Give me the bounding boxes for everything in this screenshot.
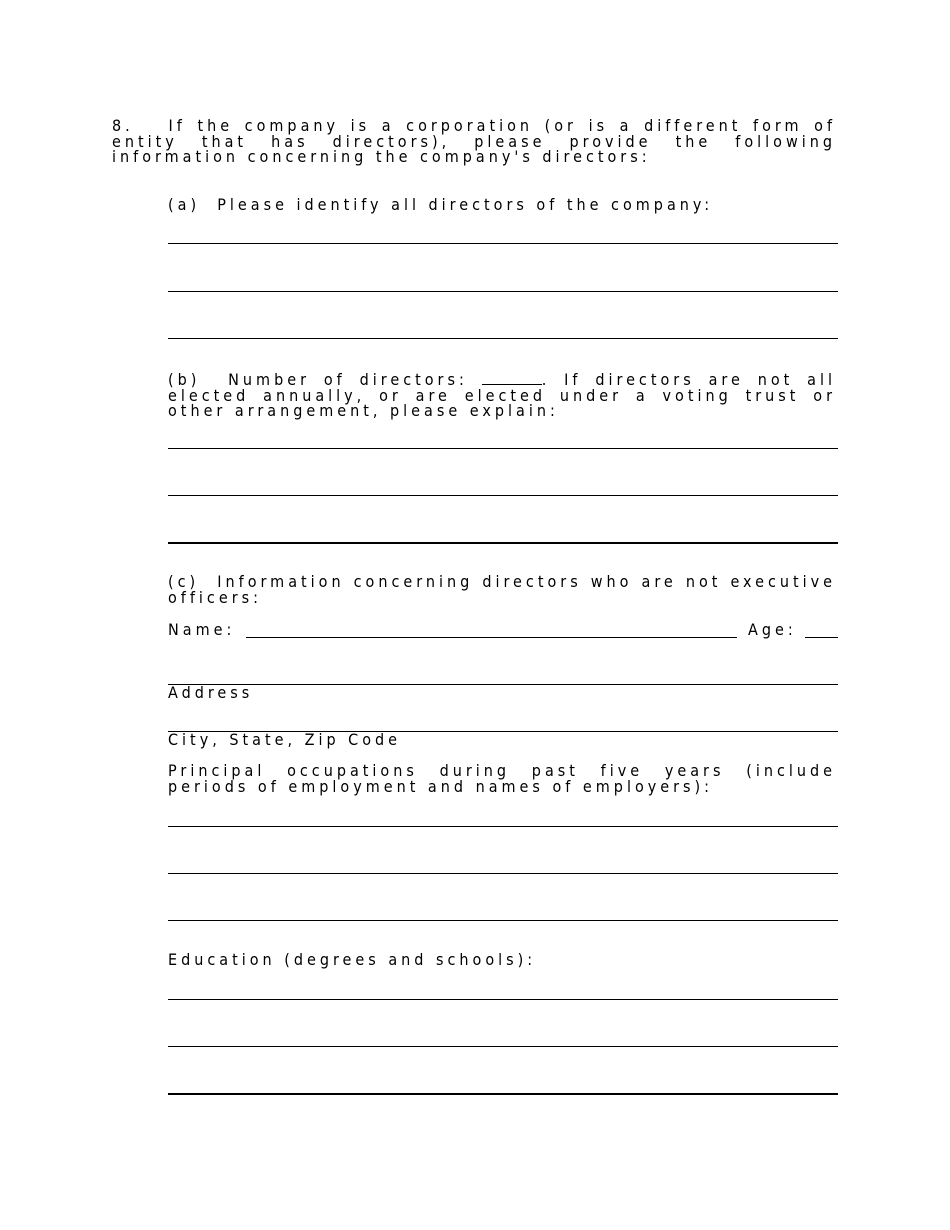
occupations-label: Principal occupations during past five years (include periods of employment and names of employers):: [168, 761, 836, 796]
directors-line-3[interactable]: [168, 338, 838, 339]
part-b-before: Number of directors:: [228, 370, 468, 389]
education-line-2[interactable]: [168, 1046, 838, 1047]
explain-line-3[interactable]: [168, 542, 838, 544]
part-a-heading: [168, 197, 713, 213]
address-field[interactable]: [168, 684, 838, 685]
education-line-3[interactable]: [168, 1093, 838, 1095]
address-label: Address: [168, 683, 254, 702]
part-b-text: [168, 370, 836, 419]
city-state-zip-label: City, State, Zip Code: [168, 730, 402, 749]
occupations-line-2[interactable]: [168, 873, 838, 874]
name-label: Name:: [168, 620, 236, 639]
part-a-text: Please identify all directors of the company:: [217, 195, 714, 214]
occupations-line-1[interactable]: [168, 826, 838, 827]
explain-line-1[interactable]: [168, 448, 838, 449]
occupations-line-3[interactable]: [168, 920, 838, 921]
part-b-label: (b): [168, 370, 201, 389]
name-field[interactable]: [246, 637, 737, 638]
part-a-label: (a): [168, 195, 201, 214]
part-c-text: [168, 574, 836, 605]
explain-line-2[interactable]: [168, 495, 838, 496]
number-of-directors-field[interactable]: [482, 370, 542, 385]
directors-line-1[interactable]: [168, 243, 838, 244]
age-label: Age:: [748, 620, 797, 639]
directors-line-2[interactable]: [168, 291, 838, 292]
question-8-text: [112, 118, 836, 165]
age-field[interactable]: [805, 637, 838, 638]
part-b-after: . If directors are not all elected annually, or are elected under a voting trust or other arrangement, please explain:: [168, 370, 836, 420]
education-label: Education (degrees and schools):: [168, 950, 537, 969]
question-number: 8.: [112, 116, 134, 135]
part-c-label: (c): [168, 572, 200, 591]
education-line-1[interactable]: [168, 999, 838, 1000]
part-c-body: Information concerning directors who are not executive officers:: [168, 572, 836, 607]
question-body: If the company is a corporation (or is a different form of entity that has directors), please provide the following information concerning the company's directors:: [112, 116, 836, 166]
